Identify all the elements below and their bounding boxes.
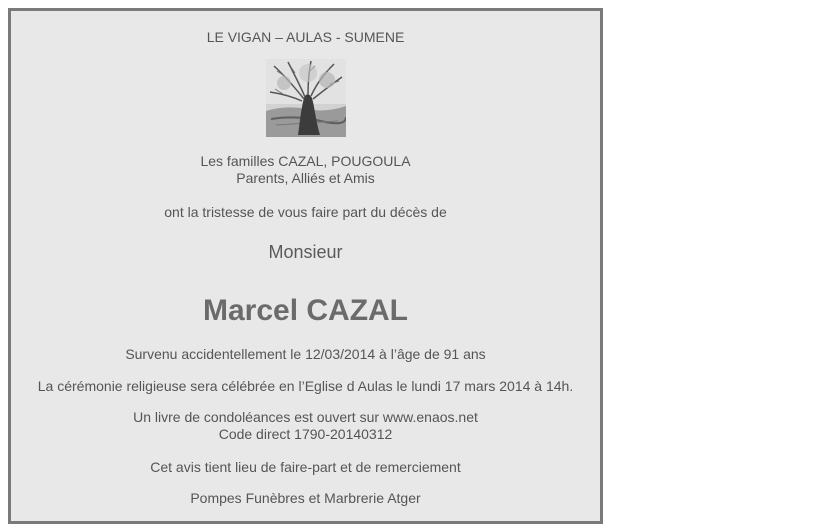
location-heading: LE VIGAN – AULAS - SUMENE <box>206 29 405 45</box>
notice-statement: Cet avis tient lieu de faire-part et de remerciement <box>150 459 461 475</box>
relatives-line: Parents, Alliés et Amis <box>236 170 375 186</box>
deceased-name: Marcel CAZAL <box>202 294 409 327</box>
direct-code: Code direct 1790-20140312 <box>218 426 393 442</box>
death-details: Survenu accidentellement le 12/03/2014 à l’âge de 91 ans <box>125 346 486 362</box>
funeral-home-name: Pompes Funèbres et Marbrerie Atger <box>190 490 421 506</box>
condolences-line: Un livre de condoléances est ouvert sur www.enaos.net <box>133 409 478 425</box>
civility-title: Monsieur <box>268 242 343 262</box>
families-line: Les familles CAZAL, POUGOULA <box>200 153 411 169</box>
tree-photo <box>266 59 346 137</box>
announcement-intro: ont la tristesse de vous faire part du décès de <box>164 204 447 220</box>
ceremony-details: La cérémonie religieuse sera célébrée en l’Eglise d Aulas le lundi 17 mars 2014 à 14h. <box>37 378 574 394</box>
obituary-notice <box>8 8 603 524</box>
